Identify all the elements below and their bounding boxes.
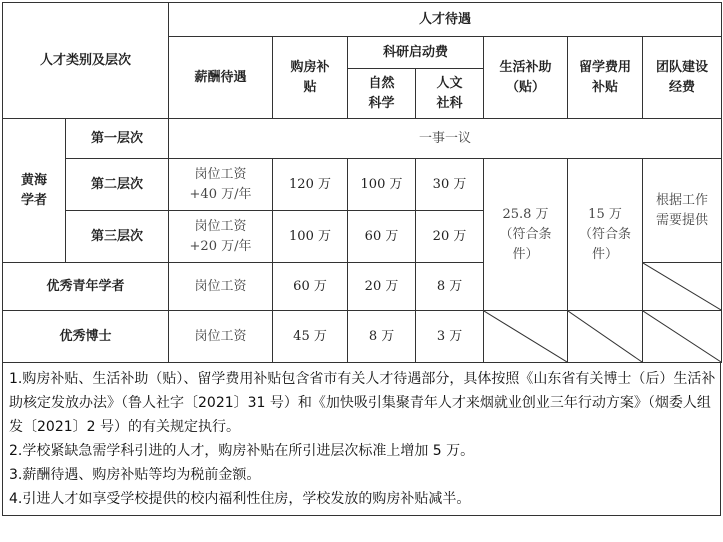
level2-salary-line1: 岗位工资 <box>194 166 247 182</box>
level2-humanities: 30 万 <box>416 159 484 211</box>
note-4: 4.引进人才如享受学校提供的校内福利性住房，学校发放的购房补贴减半。 <box>9 491 471 507</box>
team-merged <box>643 159 722 263</box>
level1-negotiate: 一事一议 <box>169 119 722 159</box>
study-note: （符合条件） <box>579 226 632 262</box>
note-3: 3.薪酬待遇、购房补贴等均为税前金额。 <box>9 467 261 483</box>
header-natural-text: 自然科学 <box>368 75 395 111</box>
youth-label: 优秀青年学者 <box>3 263 169 311</box>
youth-natural: 20 万 <box>348 263 416 311</box>
phd-humanities: 3 万 <box>416 311 484 363</box>
diagonal-line <box>568 311 642 362</box>
header-study-text: 留学费用补贴 <box>579 59 632 95</box>
living-value: 25.8 万 <box>502 206 549 222</box>
group-label-text: 黄海学者 <box>20 172 47 208</box>
living-note: （符合条件） <box>499 226 552 262</box>
note-1: 1.购房补贴、生活补助（贴）、留学费用补贴包含省市有关人才待遇部分，具体按照《山东省有关博士（后）生活补助核定发放办法》（鲁人社字〔2021〕31 号）和《加快吸引集聚青年人才来烟就业创业三年行动方案》（烟委人组发〔2021〕2 号）的有关规定执行。 <box>9 371 716 435</box>
header-humanities <box>416 69 484 119</box>
header-natural <box>348 69 416 119</box>
header-team <box>643 37 722 119</box>
header-study <box>568 37 643 119</box>
study-empty-phd <box>568 311 643 363</box>
youth-humanities: 8 万 <box>416 263 484 311</box>
level1-label: 第一层次 <box>66 119 169 159</box>
header-living <box>484 37 568 119</box>
talent-treatment-document <box>2 2 721 516</box>
notes-section <box>2 363 721 516</box>
level2-housing: 120 万 <box>273 159 348 211</box>
team-note: 根据工作需要提供 <box>656 192 709 228</box>
diagonal-line <box>643 311 721 362</box>
living-empty-phd <box>484 311 568 363</box>
level2-salary <box>169 159 273 211</box>
header-humanities-text: 人文社科 <box>436 75 463 111</box>
level3-salary-line2: +20 万/年 <box>189 238 252 254</box>
level3-humanities: 20 万 <box>416 211 484 263</box>
group-label <box>3 119 66 263</box>
phd-housing: 45 万 <box>273 311 348 363</box>
level2-salary-line2: +40 万/年 <box>189 186 252 202</box>
youth-housing: 60 万 <box>273 263 348 311</box>
header-housing-text: 购房补贴 <box>290 59 330 95</box>
diagonal-line <box>484 311 567 362</box>
youth-salary: 岗位工资 <box>169 263 273 311</box>
level2-label: 第二层次 <box>66 159 169 211</box>
team-empty-phd <box>643 311 722 363</box>
note-2: 2.学校紧缺急需学科引进的人才，购房补贴在所引进层次标准上增加 5 万。 <box>9 443 475 459</box>
level3-salary-line1: 岗位工资 <box>194 218 247 234</box>
level3-housing: 100 万 <box>273 211 348 263</box>
phd-salary: 岗位工资 <box>169 311 273 363</box>
header-treatment: 人才待遇 <box>169 3 722 37</box>
header-living-text: 生活补助（贴） <box>499 59 552 95</box>
level3-salary <box>169 211 273 263</box>
living-merged <box>484 159 568 311</box>
diagonal-line <box>643 263 721 310</box>
level2-natural: 100 万 <box>348 159 416 211</box>
header-salary: 薪酬待遇 <box>169 37 273 119</box>
header-team-text: 团队建设经费 <box>656 59 709 95</box>
header-category: 人才类别及层次 <box>3 3 169 119</box>
header-research: 科研启动费 <box>348 37 484 69</box>
level3-natural: 60 万 <box>348 211 416 263</box>
talent-treatment-table <box>2 2 722 363</box>
phd-natural: 8 万 <box>348 311 416 363</box>
level3-label: 第三层次 <box>66 211 169 263</box>
team-empty-youth <box>643 263 722 311</box>
header-housing <box>273 37 348 119</box>
study-merged <box>568 159 643 311</box>
study-value: 15 万 <box>588 206 622 222</box>
phd-label: 优秀博士 <box>3 311 169 363</box>
